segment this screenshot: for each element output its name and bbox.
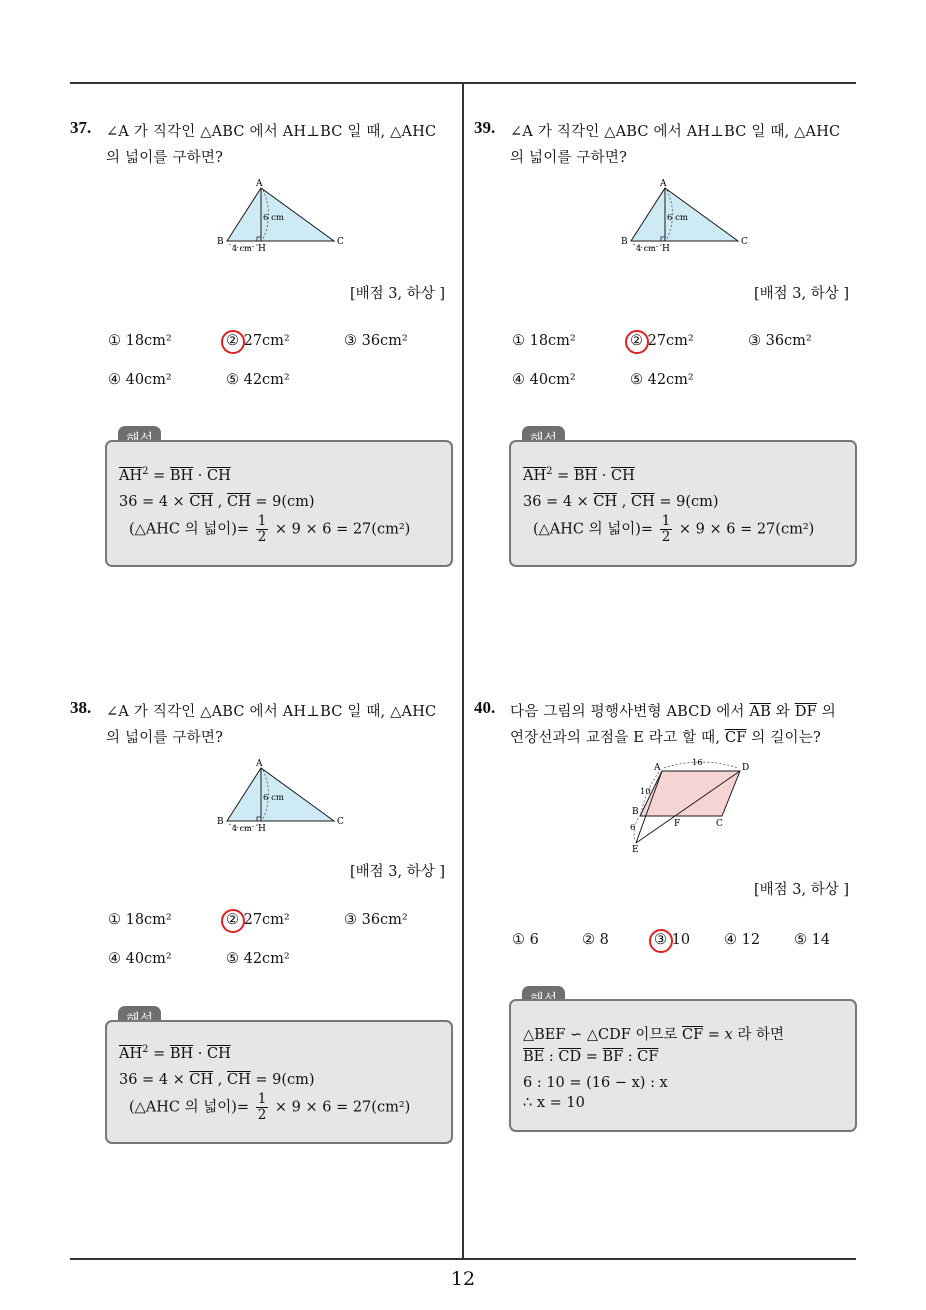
solution-box bbox=[105, 440, 453, 567]
solution-line-2: $36 = 4 \times \overline{CH}$ , $\overline{CH} = 9(cm)$ bbox=[523, 494, 719, 510]
question-line-1: ∠A 가 직각인 △ABC 에서 AH⊥BC 일 때, △AHC bbox=[106, 124, 437, 140]
label-side: 10 bbox=[640, 787, 651, 797]
label-h: H bbox=[258, 824, 266, 834]
choice-3[interactable]: ③ 36cm² bbox=[344, 912, 408, 928]
label-height: 6 cm bbox=[667, 213, 688, 223]
choice-5[interactable]: ⑤ 14 bbox=[794, 932, 831, 948]
parallelogram-figure bbox=[624, 756, 754, 856]
solution-line-1: $\overline{AH}^2 = \overline{BH} \cdot \overline{CH}$ bbox=[119, 1044, 231, 1062]
label-d: D bbox=[742, 763, 750, 773]
problem-number: 40. bbox=[474, 698, 496, 717]
triangle-figure bbox=[614, 178, 754, 258]
score-label: [배점 3, 하상 ] bbox=[754, 286, 850, 302]
label-b: B bbox=[217, 817, 224, 827]
problem-number: 37. bbox=[70, 118, 92, 137]
score-label: [배점 3, 하상 ] bbox=[754, 882, 850, 898]
label-base: 4 cm bbox=[232, 824, 252, 833]
choice-4[interactable]: ④ 12 bbox=[724, 932, 761, 948]
question-line-1: ∠A 가 직각인 △ABC 에서 AH⊥BC 일 때, △AHC bbox=[106, 704, 437, 720]
label-a: A bbox=[660, 179, 667, 189]
choice-2[interactable]: ② 8 bbox=[582, 932, 609, 948]
answer-mark bbox=[221, 909, 245, 933]
question-line-2: 연장선과의 교점을 E 라고 할 때, $\overline{CF}$ 의 길이는? bbox=[510, 730, 821, 746]
triangle-figure bbox=[210, 758, 350, 838]
solution-line-3: 6 : 10 = (16 − x) : x bbox=[523, 1075, 668, 1091]
bottom-rule bbox=[70, 1258, 856, 1260]
solution-line-3: (△AHC 의 넓이)= $\frac{1}{2}$ × 9 × 6 = 27(cm²) bbox=[129, 1091, 411, 1123]
solution-line-2: $36 = 4 \times \overline{CH}$ , $\overline{CH} = 9(cm)$ bbox=[119, 1072, 315, 1088]
label-c: C bbox=[716, 819, 723, 829]
label-c: C bbox=[337, 237, 344, 247]
solution-line-1: △BEF ∽ △CDF 이므로 $\overline{CF} = x$ 라 하면 bbox=[523, 1027, 784, 1043]
choice-2[interactable]: ② 27cm² bbox=[226, 333, 290, 349]
solution-box bbox=[509, 440, 857, 567]
solution-line-1: $\overline{AH}^2 = \overline{BH} \cdot \overline{CH}$ bbox=[523, 466, 635, 484]
question-line-2: 의 넓이를 구하면? bbox=[106, 730, 224, 746]
label-ext: 6 bbox=[630, 823, 636, 833]
choice-1[interactable]: ① 6 bbox=[512, 932, 539, 948]
label-b: B bbox=[621, 237, 628, 247]
label-b: B bbox=[217, 237, 224, 247]
label-b: B bbox=[632, 807, 639, 817]
choice-5[interactable]: ⑤ 42cm² bbox=[226, 951, 290, 967]
label-a: A bbox=[256, 179, 263, 189]
question-line-2: 의 넓이를 구하면? bbox=[106, 150, 224, 166]
problem-number: 39. bbox=[474, 118, 496, 137]
page-number: 12 bbox=[450, 1268, 476, 1290]
solution-line-3: (△AHC 의 넓이)= $\frac{1}{2}$ × 9 × 6 = 27(cm²) bbox=[129, 513, 411, 545]
label-h: H bbox=[662, 244, 670, 254]
question-line-2: 의 넓이를 구하면? bbox=[510, 150, 628, 166]
problem-40 bbox=[474, 698, 864, 1178]
choice-4[interactable]: ④ 40cm² bbox=[512, 372, 576, 388]
label-base: 4 cm bbox=[636, 244, 656, 253]
solution-line-2: $\overline{BE}$ : $\overline{CD} = \overline{BF}$ : $\overline{CF}$ bbox=[523, 1049, 659, 1065]
choice-2[interactable]: ② 27cm² bbox=[630, 333, 694, 349]
label-base: 4 cm bbox=[232, 244, 252, 253]
problem-39 bbox=[474, 118, 864, 598]
score-label: [배점 3, 하상 ] bbox=[350, 286, 446, 302]
label-c: C bbox=[741, 237, 748, 247]
choice-4[interactable]: ④ 40cm² bbox=[108, 951, 172, 967]
label-top: 16 bbox=[692, 758, 703, 768]
label-f: F bbox=[674, 819, 681, 829]
choice-1[interactable]: ① 18cm² bbox=[108, 912, 172, 928]
answer-mark bbox=[625, 330, 649, 354]
choice-3[interactable]: ③ 36cm² bbox=[344, 333, 408, 349]
choice-5[interactable]: ⑤ 42cm² bbox=[630, 372, 694, 388]
solution-line-4: ∴ x = 10 bbox=[523, 1095, 585, 1111]
choice-2[interactable]: ② 27cm² bbox=[226, 912, 290, 928]
solution-line-3: (△AHC 의 넓이)= $\frac{1}{2}$ × 9 × 6 = 27(cm²) bbox=[533, 513, 815, 545]
label-height: 6 cm bbox=[263, 793, 284, 803]
column-divider bbox=[462, 82, 464, 1260]
score-label: [배점 3, 하상 ] bbox=[350, 864, 446, 880]
question-line-1: ∠A 가 직각인 △ABC 에서 AH⊥BC 일 때, △AHC bbox=[510, 124, 841, 140]
solution-line-2: $36 = 4 \times \overline{CH}$ , $\overline{CH} = 9(cm)$ bbox=[119, 494, 315, 510]
choice-1[interactable]: ① 18cm² bbox=[108, 333, 172, 349]
parallelogram-abcd bbox=[640, 771, 740, 816]
choice-3[interactable]: ③ 36cm² bbox=[748, 333, 812, 349]
label-e: E bbox=[632, 845, 639, 855]
label-c: C bbox=[337, 817, 344, 827]
solution-box bbox=[105, 1020, 453, 1144]
solution-box bbox=[509, 999, 857, 1132]
problem-38 bbox=[70, 698, 460, 1178]
label-a: A bbox=[654, 763, 661, 773]
label-height: 6 cm bbox=[263, 213, 284, 223]
question-line-1: 다음 그림의 평행사변형 ABCD 에서 $\overline{AB}$ 와 $\overline{DF}$ 의 bbox=[510, 704, 836, 720]
choice-4[interactable]: ④ 40cm² bbox=[108, 372, 172, 388]
problem-number: 38. bbox=[70, 698, 92, 717]
choice-5[interactable]: ⑤ 42cm² bbox=[226, 372, 290, 388]
solution-line-1: $\overline{AH}^2 = \overline{BH} \cdot \overline{CH}$ bbox=[119, 466, 231, 484]
triangle-figure bbox=[210, 178, 350, 258]
answer-mark bbox=[221, 330, 245, 354]
answer-mark bbox=[649, 929, 673, 953]
choice-3[interactable]: ③ 10 bbox=[654, 932, 691, 948]
choice-1[interactable]: ① 18cm² bbox=[512, 333, 576, 349]
label-a: A bbox=[256, 759, 263, 769]
problem-37 bbox=[70, 118, 460, 598]
label-h: H bbox=[258, 244, 266, 254]
